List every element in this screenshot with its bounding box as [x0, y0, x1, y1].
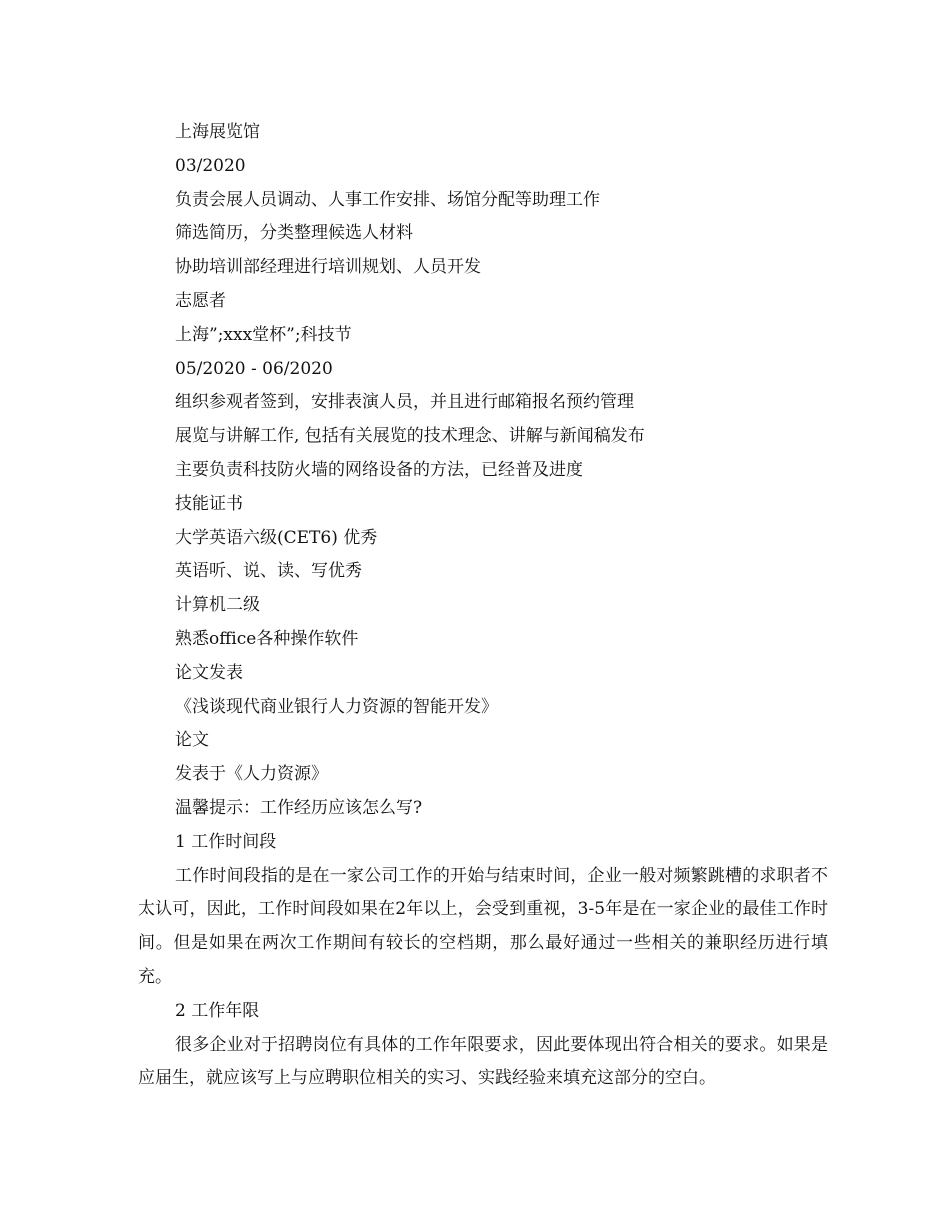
- text-line: 03/2020: [175, 155, 246, 176]
- text-line: 展览与讲解工作, 包括有关展览的技术理念、讲解与新闻稿发布: [175, 426, 645, 447]
- paragraph: 很多企业对于招聘岗位有具体的工作年限要求，因此要体现出符合相关的要求。如果是应届生，就应该写上与应聘职位相关的实习、实践经验来填充这部分的空白。: [138, 1034, 828, 1089]
- text-line: 05/2020 - 06/2020: [175, 358, 333, 379]
- section-heading: 论文发表: [175, 662, 243, 683]
- text-line: 志愿者: [175, 290, 226, 311]
- text-line: 上海展览馆: [175, 122, 260, 142]
- text-line: 筛选简历，分类整理候选人材料: [175, 223, 413, 244]
- text-line: 发表于《人力资源》: [175, 764, 328, 785]
- text-line: 上海”;xxx堂杯”;科技节: [175, 324, 352, 345]
- text-line: 熟悉office各种操作软件: [175, 628, 359, 649]
- text-line: 英语听、说、读、写优秀: [175, 561, 362, 582]
- text-line: 主要负责科技防火墙的网络设备的方法，已经普及进度: [175, 459, 583, 480]
- text-line: 负责会展人员调动、人事工作安排、场馆分配等助理工作: [175, 189, 600, 210]
- text-line: 组织参观者签到，安排表演人员，并且进行邮箱报名预约管理: [175, 392, 634, 413]
- tip-heading: 温馨提示：工作经历应该怎么写?: [175, 797, 423, 818]
- paragraph: 工作时间段指的是在一家公司工作的开始与结束时间，企业一般对频繁跳槽的求职者不太认可，因此，工作时间段如果在2年以上，会受到重视，3-5年是在一家企业的最佳工作时间。但是如果在两次工作期间有较长的空档期，那么最好通过一些相关的兼职经历进行填充。: [138, 865, 828, 987]
- document-body: [138, 116, 828, 1096]
- text-line: 论文: [175, 730, 209, 751]
- subsection-heading: 2 工作年限: [175, 1000, 260, 1021]
- section-heading: 技能证书: [175, 493, 243, 514]
- subsection-heading: 1 工作时间段: [175, 831, 277, 852]
- text-line: 《浅谈现代商业银行人力资源的智能开发》: [175, 696, 498, 717]
- text-line: 大学英语六级(CET6) 优秀: [175, 527, 378, 548]
- text-line: 协助培训部经理进行培训规划、人员开发: [175, 257, 481, 278]
- text-line: 计算机二级: [175, 595, 260, 616]
